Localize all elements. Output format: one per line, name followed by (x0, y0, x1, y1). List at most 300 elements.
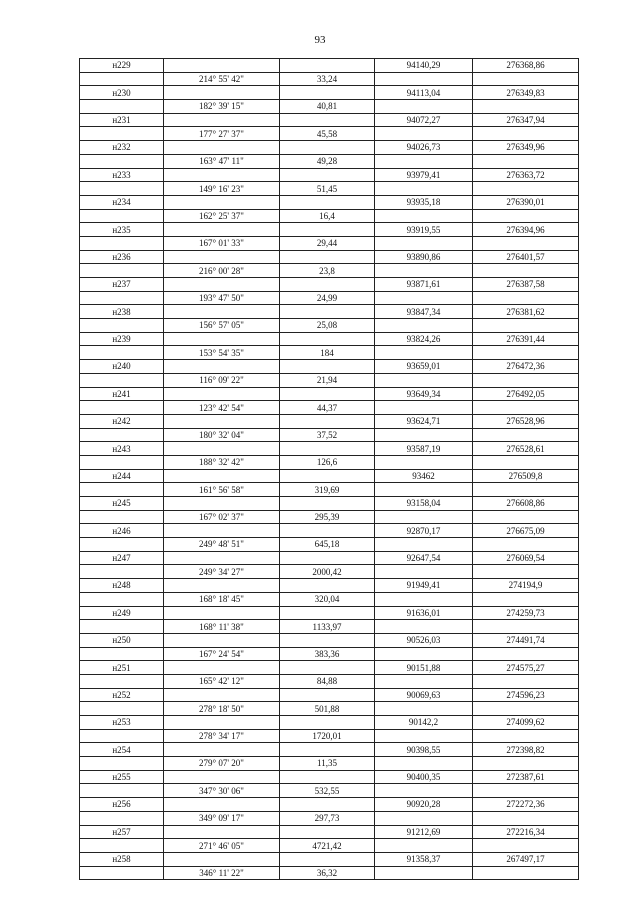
empty-cell (473, 729, 579, 743)
empty-cell (164, 141, 280, 155)
empty-cell (280, 661, 375, 675)
y-coordinate-cell: 276509,8 (473, 469, 579, 483)
point-row (80, 743, 579, 757)
point-row (80, 250, 579, 264)
empty-cell (375, 592, 473, 606)
segment-row (80, 674, 579, 688)
empty-cell (280, 770, 375, 784)
empty-cell (164, 278, 280, 292)
segment-length-cell: 37,52 (280, 428, 375, 442)
point-row (80, 223, 579, 237)
empty-cell (164, 59, 280, 73)
empty-cell (80, 565, 164, 579)
segment-row (80, 291, 579, 305)
segment-row (80, 565, 579, 579)
segment-row (80, 592, 579, 606)
empty-cell (473, 839, 579, 853)
point-name-cell: н245 (80, 497, 164, 511)
point-row (80, 414, 579, 428)
x-coordinate-cell: 93890,86 (375, 250, 473, 264)
empty-cell (80, 839, 164, 853)
segment-row (80, 182, 579, 196)
segment-row (80, 538, 579, 552)
segment-row (80, 154, 579, 168)
empty-cell (164, 387, 280, 401)
x-coordinate-cell: 91636,01 (375, 606, 473, 620)
empty-cell (375, 100, 473, 114)
direction-angle-cell: 162° 25' 37" (164, 209, 280, 223)
point-row (80, 798, 579, 812)
segment-length-cell: 84,88 (280, 674, 375, 688)
empty-cell (473, 702, 579, 716)
direction-angle-cell: 163° 47' 11" (164, 154, 280, 168)
segment-row (80, 729, 579, 743)
x-coordinate-cell: 90142,2 (375, 716, 473, 730)
point-row (80, 59, 579, 73)
empty-cell (80, 346, 164, 360)
segment-row (80, 866, 579, 880)
segment-length-cell: 11,35 (280, 757, 375, 771)
point-row (80, 305, 579, 319)
empty-cell (164, 688, 280, 702)
x-coordinate-cell: 94072,27 (375, 113, 473, 127)
segment-length-cell: 2000,42 (280, 565, 375, 579)
point-name-cell: н249 (80, 606, 164, 620)
point-row (80, 770, 579, 784)
segment-length-cell: 16,4 (280, 209, 375, 223)
segment-length-cell: 40,81 (280, 100, 375, 114)
point-name-cell: н257 (80, 825, 164, 839)
direction-angle-cell: 249° 48' 51" (164, 538, 280, 552)
y-coordinate-cell: 276394,96 (473, 223, 579, 237)
empty-cell (473, 100, 579, 114)
empty-cell (80, 455, 164, 469)
empty-cell (375, 455, 473, 469)
empty-cell (164, 743, 280, 757)
x-coordinate-cell: 90400,35 (375, 770, 473, 784)
point-row (80, 387, 579, 401)
empty-cell (280, 497, 375, 511)
empty-cell (473, 428, 579, 442)
empty-cell (80, 319, 164, 333)
empty-cell (280, 798, 375, 812)
y-coordinate-cell: 276349,96 (473, 141, 579, 155)
direction-angle-cell: 188° 32' 42" (164, 455, 280, 469)
empty-cell (280, 524, 375, 538)
segment-length-cell: 1720,01 (280, 729, 375, 743)
empty-cell (473, 538, 579, 552)
segment-length-cell: 295,39 (280, 510, 375, 524)
empty-cell (80, 236, 164, 250)
point-name-cell: н242 (80, 414, 164, 428)
direction-angle-cell: 214° 55' 42" (164, 72, 280, 86)
x-coordinate-cell: 91949,41 (375, 579, 473, 593)
point-name-cell: н238 (80, 305, 164, 319)
segment-length-cell: 532,55 (280, 784, 375, 798)
point-name-cell: н246 (80, 524, 164, 538)
x-coordinate-cell: 90151,88 (375, 661, 473, 675)
empty-cell (375, 620, 473, 634)
point-row (80, 332, 579, 346)
point-name-cell: н241 (80, 387, 164, 401)
direction-angle-cell: 116° 09' 22" (164, 373, 280, 387)
empty-cell (80, 72, 164, 86)
empty-cell (280, 414, 375, 428)
direction-angle-cell: 167° 24' 54" (164, 647, 280, 661)
empty-cell (164, 606, 280, 620)
empty-cell (473, 592, 579, 606)
empty-cell (80, 620, 164, 634)
empty-cell (375, 346, 473, 360)
empty-cell (280, 278, 375, 292)
empty-cell (80, 592, 164, 606)
point-row (80, 661, 579, 675)
segment-row (80, 100, 579, 114)
direction-angle-cell: 168° 11' 38" (164, 620, 280, 634)
empty-cell (164, 168, 280, 182)
y-coordinate-cell: 276608,86 (473, 497, 579, 511)
empty-cell (80, 729, 164, 743)
x-coordinate-cell: 94113,04 (375, 86, 473, 100)
point-row (80, 442, 579, 456)
empty-cell (375, 154, 473, 168)
empty-cell (164, 770, 280, 784)
empty-cell (164, 360, 280, 374)
direction-angle-cell: 182° 39' 15" (164, 100, 280, 114)
point-name-cell: н255 (80, 770, 164, 784)
empty-cell (80, 373, 164, 387)
direction-angle-cell: 249° 34' 27" (164, 565, 280, 579)
empty-cell (164, 524, 280, 538)
segment-length-cell: 1133,97 (280, 620, 375, 634)
direction-angle-cell: 168° 18' 45" (164, 592, 280, 606)
empty-cell (164, 442, 280, 456)
x-coordinate-cell: 94026,73 (375, 141, 473, 155)
empty-cell (80, 702, 164, 716)
empty-cell (473, 565, 579, 579)
point-row (80, 360, 579, 374)
empty-cell (80, 401, 164, 415)
y-coordinate-cell: 276675,09 (473, 524, 579, 538)
empty-cell (280, 716, 375, 730)
empty-cell (473, 483, 579, 497)
point-name-cell: н235 (80, 223, 164, 237)
segment-length-cell: 33,24 (280, 72, 375, 86)
point-row (80, 606, 579, 620)
empty-cell (164, 633, 280, 647)
point-name-cell: н243 (80, 442, 164, 456)
empty-cell (473, 346, 579, 360)
x-coordinate-cell: 91212,69 (375, 825, 473, 839)
y-coordinate-cell: 276381,62 (473, 305, 579, 319)
empty-cell (80, 483, 164, 497)
point-row (80, 551, 579, 565)
empty-cell (164, 86, 280, 100)
point-row (80, 579, 579, 593)
point-row (80, 524, 579, 538)
segment-row (80, 620, 579, 634)
x-coordinate-cell: 93919,55 (375, 223, 473, 237)
x-coordinate-cell: 93649,34 (375, 387, 473, 401)
point-name-cell: н239 (80, 332, 164, 346)
empty-cell (164, 469, 280, 483)
y-coordinate-cell: 276401,57 (473, 250, 579, 264)
point-name-cell: н253 (80, 716, 164, 730)
empty-cell (280, 113, 375, 127)
empty-cell (164, 579, 280, 593)
segment-length-cell: 25,08 (280, 319, 375, 333)
empty-cell (280, 360, 375, 374)
point-row (80, 141, 579, 155)
direction-angle-cell: 193° 47' 50" (164, 291, 280, 305)
point-row (80, 688, 579, 702)
empty-cell (375, 236, 473, 250)
x-coordinate-cell: 92647,54 (375, 551, 473, 565)
empty-cell (375, 839, 473, 853)
point-row (80, 168, 579, 182)
empty-cell (164, 716, 280, 730)
segment-row (80, 647, 579, 661)
empty-cell (375, 702, 473, 716)
empty-cell (164, 195, 280, 209)
empty-cell (375, 319, 473, 333)
segment-length-cell: 24,99 (280, 291, 375, 305)
x-coordinate-cell: 93462 (375, 469, 473, 483)
empty-cell (375, 510, 473, 524)
empty-cell (473, 182, 579, 196)
empty-cell (80, 154, 164, 168)
segment-length-cell: 36,32 (280, 866, 375, 880)
x-coordinate-cell: 90920,28 (375, 798, 473, 812)
y-coordinate-cell: 272387,61 (473, 770, 579, 784)
point-row (80, 716, 579, 730)
point-name-cell: н240 (80, 360, 164, 374)
empty-cell (473, 264, 579, 278)
segment-row (80, 811, 579, 825)
y-coordinate-cell: 276472,36 (473, 360, 579, 374)
segment-length-cell: 297,73 (280, 811, 375, 825)
point-row (80, 852, 579, 866)
point-name-cell: н229 (80, 59, 164, 73)
empty-cell (164, 551, 280, 565)
empty-cell (280, 633, 375, 647)
y-coordinate-cell: 274099,62 (473, 716, 579, 730)
point-name-cell: н231 (80, 113, 164, 127)
empty-cell (80, 757, 164, 771)
x-coordinate-cell: 93659,01 (375, 360, 473, 374)
empty-cell (80, 428, 164, 442)
empty-cell (80, 182, 164, 196)
point-name-cell: н247 (80, 551, 164, 565)
direction-angle-cell: 149° 16' 23" (164, 182, 280, 196)
point-name-cell: н234 (80, 195, 164, 209)
direction-angle-cell: 123° 42' 54" (164, 401, 280, 415)
empty-cell (280, 442, 375, 456)
y-coordinate-cell: 272272,36 (473, 798, 579, 812)
point-name-cell: н254 (80, 743, 164, 757)
empty-cell (80, 866, 164, 880)
empty-cell (280, 195, 375, 209)
point-row (80, 633, 579, 647)
y-coordinate-cell: 276363,72 (473, 168, 579, 182)
empty-cell (280, 59, 375, 73)
empty-cell (280, 825, 375, 839)
empty-cell (280, 579, 375, 593)
empty-cell (473, 620, 579, 634)
direction-angle-cell: 161° 56' 58" (164, 483, 280, 497)
empty-cell (80, 811, 164, 825)
empty-cell (280, 168, 375, 182)
y-coordinate-cell: 274491,74 (473, 633, 579, 647)
empty-cell (375, 729, 473, 743)
empty-cell (280, 688, 375, 702)
empty-cell (473, 319, 579, 333)
segment-length-cell: 44,37 (280, 401, 375, 415)
y-coordinate-cell: 272216,34 (473, 825, 579, 839)
point-name-cell: н252 (80, 688, 164, 702)
point-name-cell: н256 (80, 798, 164, 812)
point-name-cell: н236 (80, 250, 164, 264)
x-coordinate-cell: 90526,03 (375, 633, 473, 647)
empty-cell (164, 414, 280, 428)
empty-cell (375, 291, 473, 305)
coordinates-table (79, 58, 579, 880)
segment-length-cell: 23,8 (280, 264, 375, 278)
empty-cell (164, 798, 280, 812)
x-coordinate-cell: 90069,63 (375, 688, 473, 702)
point-row (80, 86, 579, 100)
y-coordinate-cell: 276387,58 (473, 278, 579, 292)
point-row (80, 113, 579, 127)
point-row (80, 278, 579, 292)
y-coordinate-cell: 272398,82 (473, 743, 579, 757)
segment-row (80, 373, 579, 387)
empty-cell (280, 223, 375, 237)
empty-cell (375, 182, 473, 196)
point-name-cell: н230 (80, 86, 164, 100)
empty-cell (375, 565, 473, 579)
point-row (80, 195, 579, 209)
empty-cell (375, 373, 473, 387)
y-coordinate-cell: 276069,54 (473, 551, 579, 565)
segment-length-cell: 319,69 (280, 483, 375, 497)
point-name-cell: н237 (80, 278, 164, 292)
segment-row (80, 127, 579, 141)
empty-cell (164, 250, 280, 264)
empty-cell (164, 113, 280, 127)
empty-cell (473, 866, 579, 880)
page-number: 93 (314, 34, 326, 46)
y-coordinate-cell: 276492,05 (473, 387, 579, 401)
segment-length-cell: 501,88 (280, 702, 375, 716)
y-coordinate-cell: 274194,9 (473, 579, 579, 593)
empty-cell (164, 223, 280, 237)
direction-angle-cell: 165° 42' 12" (164, 674, 280, 688)
empty-cell (473, 373, 579, 387)
segment-length-cell: 184 (280, 346, 375, 360)
point-name-cell: н233 (80, 168, 164, 182)
direction-angle-cell: 347° 30' 06" (164, 784, 280, 798)
direction-angle-cell: 167° 01' 33" (164, 236, 280, 250)
empty-cell (164, 661, 280, 675)
y-coordinate-cell: 276349,83 (473, 86, 579, 100)
empty-cell (280, 387, 375, 401)
segment-length-cell: 21,94 (280, 373, 375, 387)
empty-cell (375, 866, 473, 880)
empty-cell (473, 401, 579, 415)
point-name-cell: н232 (80, 141, 164, 155)
empty-cell (473, 647, 579, 661)
empty-cell (473, 455, 579, 469)
point-row (80, 497, 579, 511)
segment-row (80, 264, 579, 278)
segment-length-cell: 126,6 (280, 455, 375, 469)
point-name-cell: н248 (80, 579, 164, 593)
segment-length-cell: 29,44 (280, 236, 375, 250)
empty-cell (375, 811, 473, 825)
direction-angle-cell: 216° 00' 28" (164, 264, 280, 278)
empty-cell (80, 510, 164, 524)
segment-row (80, 455, 579, 469)
direction-angle-cell: 278° 34' 17" (164, 729, 280, 743)
empty-cell (80, 209, 164, 223)
direction-angle-cell: 156° 57' 05" (164, 319, 280, 333)
x-coordinate-cell: 90398,55 (375, 743, 473, 757)
empty-cell (280, 250, 375, 264)
empty-cell (80, 127, 164, 141)
y-coordinate-cell: 276528,96 (473, 414, 579, 428)
direction-angle-cell: 153° 54' 35" (164, 346, 280, 360)
empty-cell (280, 86, 375, 100)
y-coordinate-cell: 276390,01 (473, 195, 579, 209)
y-coordinate-cell: 274259,73 (473, 606, 579, 620)
empty-cell (375, 209, 473, 223)
y-coordinate-cell: 267497,17 (473, 852, 579, 866)
segment-row (80, 209, 579, 223)
empty-cell (164, 852, 280, 866)
empty-cell (375, 428, 473, 442)
empty-cell (473, 510, 579, 524)
empty-cell (280, 469, 375, 483)
empty-cell (164, 825, 280, 839)
y-coordinate-cell: 276347,94 (473, 113, 579, 127)
segment-length-cell: 45,58 (280, 127, 375, 141)
empty-cell (473, 674, 579, 688)
segment-row (80, 757, 579, 771)
empty-cell (375, 127, 473, 141)
y-coordinate-cell: 274575,27 (473, 661, 579, 675)
y-coordinate-cell: 274596,23 (473, 688, 579, 702)
empty-cell (80, 264, 164, 278)
empty-cell (473, 127, 579, 141)
empty-cell (473, 291, 579, 305)
point-name-cell: н250 (80, 633, 164, 647)
x-coordinate-cell: 93847,34 (375, 305, 473, 319)
x-coordinate-cell: 93624,71 (375, 414, 473, 428)
empty-cell (375, 784, 473, 798)
empty-cell (164, 305, 280, 319)
segment-row (80, 510, 579, 524)
x-coordinate-cell: 93158,04 (375, 497, 473, 511)
segment-length-cell: 49,28 (280, 154, 375, 168)
segment-row (80, 702, 579, 716)
empty-cell (280, 332, 375, 346)
empty-cell (473, 209, 579, 223)
y-coordinate-cell: 276528,61 (473, 442, 579, 456)
segment-row (80, 319, 579, 333)
segment-length-cell: 4721,42 (280, 839, 375, 853)
empty-cell (164, 497, 280, 511)
